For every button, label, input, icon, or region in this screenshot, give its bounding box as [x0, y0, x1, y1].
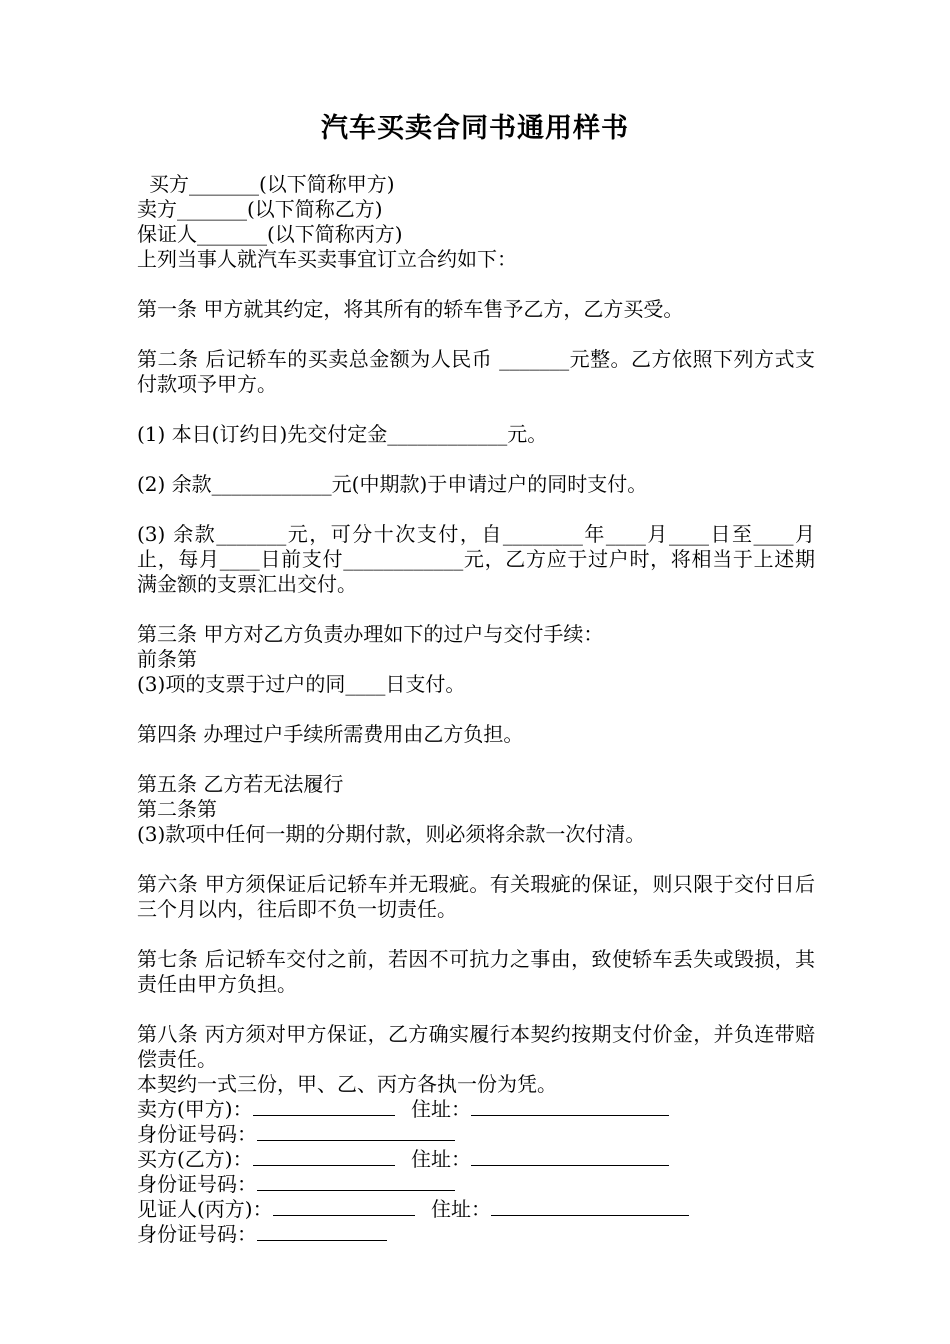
seller-id-row	[137, 1122, 815, 1147]
article-3-line-2: 前条第	[137, 647, 197, 671]
article-8: 第八条 丙方须对甲方保证，乙方确实履行本契约按期支付价金，并负连带赔偿责任。	[137, 1022, 815, 1071]
payment-item-1: (1) 本日(订约日)先交付定金____________元。	[137, 422, 548, 446]
witness-id-blank	[257, 1222, 387, 1241]
buyer-id-blank	[257, 1172, 455, 1191]
witness-label: 见证人(丙方)：	[137, 1197, 273, 1221]
seller-id-label: 身份证号码：	[137, 1122, 257, 1146]
buyer-id-label: 身份证号码：	[137, 1172, 257, 1196]
buyer-signature-row	[137, 1147, 815, 1172]
seller-address-blank	[471, 1097, 669, 1116]
article-2: 第二条 后记轿车的买卖总金额为人民币 _______元整。乙方依照下列方式支付款项予甲方。	[137, 347, 815, 396]
article-3-line-3: (3)项的支票于过户的同____日支付。	[137, 672, 466, 696]
witness-id-label: 身份证号码：	[137, 1222, 257, 1246]
copies-line: 本契约一式三份，甲、乙、丙方各执一份为凭。	[137, 1072, 557, 1096]
buyer-label: 买方(乙方)：	[137, 1147, 253, 1171]
witness-id-row	[137, 1222, 815, 1247]
witness-address-label: 住址：	[430, 1197, 491, 1221]
guarantor-line: 保证人_______(以下简称丙方)	[137, 222, 403, 246]
seller-id-blank	[257, 1122, 455, 1141]
article-4: 第四条 办理过户手续所需费用由乙方负担。	[137, 722, 524, 746]
article-5-line-1: 第五条 乙方若无法履行	[137, 772, 344, 796]
intro-line: 上列当事人就汽车买卖事宜订立合约如下：	[137, 247, 517, 271]
buyer-name-blank	[253, 1147, 395, 1166]
seller-line: 卖方_______(以下简称乙方)	[137, 197, 383, 221]
witness-address-blank	[491, 1197, 689, 1216]
article-3-line-1: 第三条 甲方对乙方负责办理如下的过户与交付手续：	[137, 622, 604, 646]
article-1: 第一条 甲方就其约定，将其所有的轿车售予乙方，乙方买受。	[137, 297, 684, 321]
seller-label: 卖方(甲方)：	[137, 1097, 253, 1121]
payment-item-2: (2) 余款____________元(中期款)于申请过户的同时支付。	[137, 472, 648, 496]
contract-body	[137, 172, 815, 1247]
article-5-line-3: (3)款项中任何一期的分期付款，则必须将余款一次付清。	[137, 822, 646, 846]
seller-signature-row	[137, 1097, 815, 1122]
seller-address-label: 住址：	[410, 1097, 471, 1121]
article-5-line-2: 第二条第	[137, 797, 217, 821]
document-title: 汽车买卖合同书通用样书	[321, 113, 629, 144]
witness-name-blank	[273, 1197, 415, 1216]
article-7: 第七条 后记轿车交付之前，若因不可抗力之事由，致使轿车丢失或毁损，其责任由甲方负担。	[137, 947, 815, 996]
buyer-address-label: 住址：	[410, 1147, 471, 1171]
buyer-id-row	[137, 1172, 815, 1197]
seller-name-blank	[253, 1097, 395, 1116]
payment-item-3: (3) 余款_______元，可分十次支付，自________年____月____日至____月止，每月____日前支付____________元，乙方应于过户时，将相当于上述期满金额的支票汇出交付。	[137, 522, 815, 596]
buyer-line: 买方_______(以下简称甲方)	[149, 172, 395, 196]
buyer-address-blank	[471, 1147, 669, 1166]
article-6: 第六条 甲方须保证后记轿车并无瑕疵。有关瑕疵的保证，则只限于交付日后三个月以内，往后即不负一切责任。	[137, 872, 815, 921]
witness-signature-row	[137, 1197, 815, 1222]
